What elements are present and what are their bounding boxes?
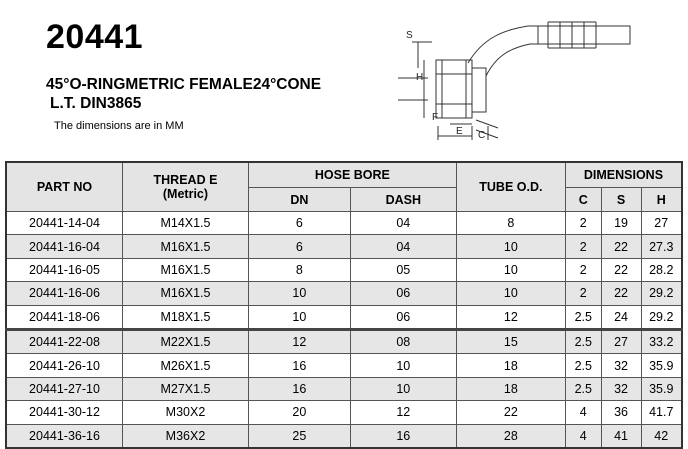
cell-h: 29.2 <box>641 305 682 329</box>
table-row <box>6 329 682 353</box>
cell-dash: 04 <box>350 212 456 235</box>
cell-thread: M30X2 <box>123 401 249 424</box>
cell-dash: 08 <box>350 329 456 353</box>
table-row <box>6 424 682 448</box>
fitting-body-outline <box>468 26 630 76</box>
cell-h: 27.3 <box>641 235 682 258</box>
cell-h: 41.7 <box>641 401 682 424</box>
cell-c: 2.5 <box>565 377 601 400</box>
dimension-f-line <box>438 126 472 140</box>
cell-s: 22 <box>601 235 641 258</box>
dimensions-table <box>5 161 683 449</box>
cell-s: 24 <box>601 305 641 329</box>
cell-thread: M26X1.5 <box>123 354 249 377</box>
cell-c: 2.5 <box>565 329 601 353</box>
product-description-line1: 45°O-RINGMETRIC FEMALE24°CONE <box>46 76 322 93</box>
cell-s: 41 <box>601 424 641 448</box>
cell-dash: 12 <box>350 401 456 424</box>
cell-dash: 04 <box>350 235 456 258</box>
cell-tube-od: 10 <box>456 235 565 258</box>
cell-dn: 6 <box>248 212 350 235</box>
cell-c: 2.5 <box>565 354 601 377</box>
drawing-label-s: S <box>406 30 413 41</box>
cell-thread: M27X1.5 <box>123 377 249 400</box>
table-row <box>6 305 682 329</box>
dimension-s-line <box>412 42 432 68</box>
drawing-label-h: H <box>416 72 424 83</box>
cell-c: 2 <box>565 282 601 305</box>
header-h: H <box>641 188 682 212</box>
cell-s: 32 <box>601 354 641 377</box>
cell-part-no: 20441-30-12 <box>6 401 123 424</box>
cell-h: 35.9 <box>641 354 682 377</box>
header-dimensions: DIMENSIONS <box>565 162 682 188</box>
header-dn: DN <box>248 188 350 212</box>
cell-tube-od: 10 <box>456 282 565 305</box>
cell-s: 27 <box>601 329 641 353</box>
cell-dash: 06 <box>350 305 456 329</box>
cell-part-no: 20441-16-04 <box>6 235 123 258</box>
cell-part-no: 20441-16-05 <box>6 258 123 281</box>
cell-dn: 16 <box>248 354 350 377</box>
cell-h: 29.2 <box>641 282 682 305</box>
cell-part-no: 20441-27-10 <box>6 377 123 400</box>
cell-dash: 06 <box>350 282 456 305</box>
cell-part-no: 20441-18-06 <box>6 305 123 329</box>
cell-part-no: 20441-26-10 <box>6 354 123 377</box>
cell-tube-od: 22 <box>456 401 565 424</box>
cell-dash: 16 <box>350 424 456 448</box>
header-dash: DASH <box>350 188 456 212</box>
table-row <box>6 258 682 281</box>
header-s: S <box>601 188 641 212</box>
cell-c: 4 <box>565 424 601 448</box>
cell-tube-od: 12 <box>456 305 565 329</box>
table-row <box>6 212 682 235</box>
table-row <box>6 235 682 258</box>
cell-c: 2 <box>565 258 601 281</box>
cell-dn: 8 <box>248 258 350 281</box>
header-part-no: PART NO <box>6 162 123 212</box>
cell-thread: M16X1.5 <box>123 258 249 281</box>
header-thread <box>123 162 249 212</box>
table-row <box>6 401 682 424</box>
cell-s: 22 <box>601 282 641 305</box>
cell-h: 42 <box>641 424 682 448</box>
drawing-label-c: C <box>478 130 486 141</box>
drawing-label-e: E <box>456 126 463 137</box>
cell-thread: M36X2 <box>123 424 249 448</box>
cell-h: 33.2 <box>641 329 682 353</box>
cell-dash: 10 <box>350 354 456 377</box>
cell-thread: M14X1.5 <box>123 212 249 235</box>
cell-s: 22 <box>601 258 641 281</box>
cell-part-no: 20441-14-04 <box>6 212 123 235</box>
cell-part-no: 20441-36-16 <box>6 424 123 448</box>
cell-c: 2 <box>565 212 601 235</box>
cell-tube-od: 18 <box>456 377 565 400</box>
cell-s: 32 <box>601 377 641 400</box>
table-row <box>6 354 682 377</box>
cell-c: 4 <box>565 401 601 424</box>
product-description-line2: L.T. DIN3865 <box>50 95 142 112</box>
table-row <box>6 282 682 305</box>
cell-part-no: 20441-22-08 <box>6 329 123 353</box>
drawing-label-f: F <box>432 112 439 123</box>
cell-dn: 6 <box>248 235 350 258</box>
part-number-title: 20441 <box>46 18 144 56</box>
cell-dn: 12 <box>248 329 350 353</box>
cell-thread: M18X1.5 <box>123 305 249 329</box>
cell-h: 35.9 <box>641 377 682 400</box>
cell-part-no: 20441-16-06 <box>6 282 123 305</box>
header-thread-line1: THREAD E <box>153 173 218 187</box>
cell-tube-od: 8 <box>456 212 565 235</box>
header-hose-bore: HOSE BORE <box>248 162 456 188</box>
cell-tube-od: 15 <box>456 329 565 353</box>
cell-s: 36 <box>601 401 641 424</box>
hex-nut <box>436 60 472 118</box>
cell-c: 2.5 <box>565 305 601 329</box>
table-row <box>6 377 682 400</box>
cell-c: 2 <box>565 235 601 258</box>
cell-dn: 20 <box>248 401 350 424</box>
cell-dn: 10 <box>248 305 350 329</box>
cell-dn: 10 <box>248 282 350 305</box>
cell-thread: M16X1.5 <box>123 235 249 258</box>
cell-tube-od: 10 <box>456 258 565 281</box>
cell-h: 27 <box>641 212 682 235</box>
cell-dn: 16 <box>248 377 350 400</box>
header-thread-line2: (Metric) <box>162 187 209 201</box>
cell-dash: 05 <box>350 258 456 281</box>
header-c: C <box>565 188 601 212</box>
units-note: The dimensions are in MM <box>54 120 184 132</box>
cell-tube-od: 18 <box>456 354 565 377</box>
cell-h: 28.2 <box>641 258 682 281</box>
header-tube-od: TUBE O.D. <box>456 162 565 212</box>
fitting-technical-drawing <box>398 8 638 144</box>
cell-s: 19 <box>601 212 641 235</box>
cell-thread: M22X1.5 <box>123 329 249 353</box>
cell-dash: 10 <box>350 377 456 400</box>
cell-tube-od: 28 <box>456 424 565 448</box>
cell-dn: 25 <box>248 424 350 448</box>
cell-thread: M16X1.5 <box>123 282 249 305</box>
